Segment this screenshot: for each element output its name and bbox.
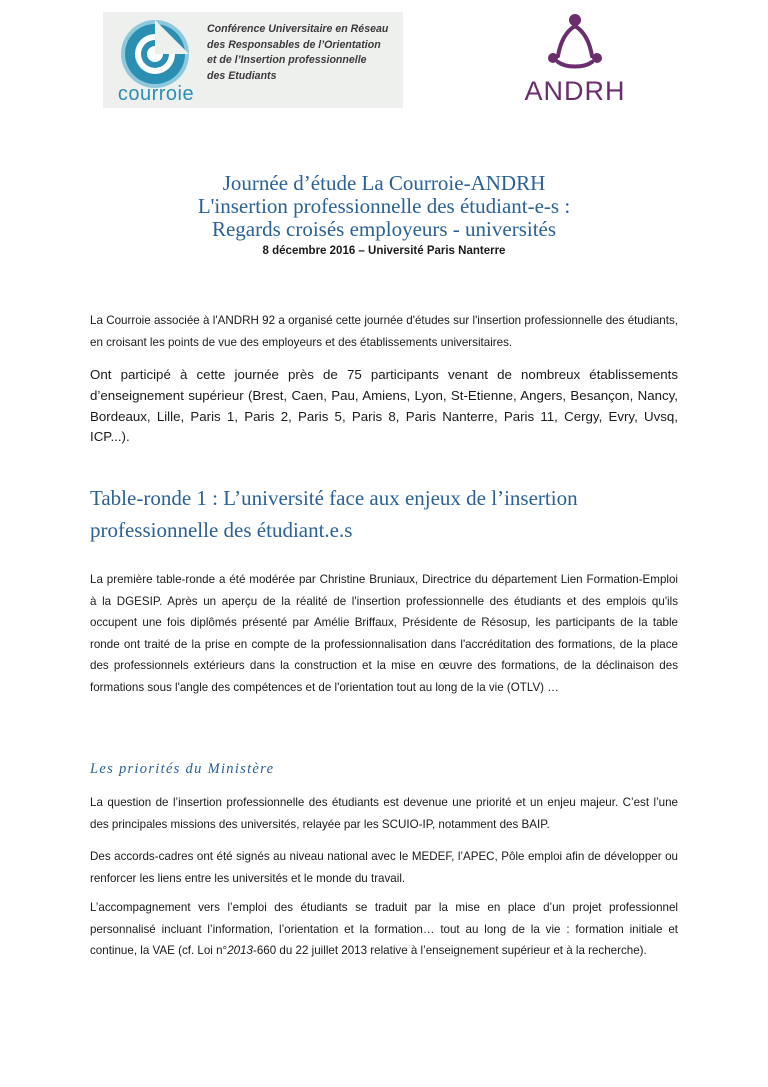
tagline-line: des Responsables de l’Orientation <box>207 38 381 51</box>
subsection-heading: Les priorités du Ministère <box>90 761 275 777</box>
tagline-line: Conférence Universitaire en Réseau <box>207 23 389 35</box>
event-date: 8 décembre 2016 – Université Paris Nanterre <box>262 245 506 257</box>
courroie-logo <box>103 12 403 108</box>
subsection-paragraph-2: Des accords-cadres ont été signés au niveau national avec le MEDEF, l’APEC, Pôle emploi afin de développer ou renforcer les liens entre les universités et le monde du travail. <box>90 850 678 885</box>
tagline-line: et de l’Insertion professionnelle <box>207 54 367 67</box>
courroie-logo-text: courroie <box>117 83 195 105</box>
subsection-paragraph-3 <box>90 897 678 962</box>
title-line-2: L'insertion professionnelle des étudiant-e-s : <box>197 194 571 218</box>
tagline-line: des Etudiants <box>207 69 277 82</box>
title-line-3: Regards croisés employeurs - universités <box>211 217 557 241</box>
subsection-paragraph-1: La question de l’insertion professionnelle des étudiants est devenue une priorité et un enjeu majeur. C’est l’une des principales missions des universités, relayée par les SCUIO-IP, notamment des BAIP. <box>90 796 678 831</box>
andrh-logo-text: ANDRH <box>524 76 626 106</box>
law-year: 2013 <box>227 944 253 958</box>
paragraph-text: -660 du 22 juillet 2013 relative à l’enseignement supérieur et à la recherche). <box>252 944 647 958</box>
section-heading-line-1: Table-ronde 1 : L’université face aux enjeux de l’insertion <box>90 486 578 510</box>
paragraph-text: L’accompagnement vers l’emploi des étudiants se traduit par la mise en place d’un projet professionnel personnalisé incluant l’information, l’orientation et la formation… tout au long de la vie : formation initiale et continue, la VAE (cf. Loi n° <box>90 901 678 958</box>
intro-paragraph-2: Ont participé à cette journée près de 75 participants venant de nombreux établissements d’enseignement supérieur (Brest, Caen, Pau, Amiens, Lyon, St-Etienne, Angers, Besançon, Nancy, Bordeaux, Lille, Paris 1, Paris 2, Paris 5, Paris 8, Paris Nanterre, Paris 11, Cergy, Evry, Uvsq, ICP...). <box>90 367 678 445</box>
section-heading-line-2: professionnelle des étudiant.e.s <box>90 518 353 542</box>
document-title <box>90 172 678 257</box>
section-heading <box>90 482 678 546</box>
courroie-tagline <box>207 22 401 84</box>
andrh-emblem-icon <box>520 10 630 76</box>
intro-paragraph-1: La Courroie associée à l'ANDRH 92 a organisé cette journée d'études sur l'insertion professionnelle des étudiants, en croisant les points de vue des employeurs et des établissements universitaires. <box>90 314 678 349</box>
section-paragraph: La première table-ronde a été modérée par Christine Bruniaux, Directrice du département Lien Formation-Emploi à la DGESIP. Après un aperçu de la réalité de l'insertion professionnelle des étudiants et des emplois qu'ils occupent une fois diplômés présenté par Amélie Briffaux, Présidente de Résosup, les participants de la table ronde ont traité de la prise en compte de la professionnalisation dans l'accréditation des formations, de la place des professionnels extérieurs dans la construction et la mise en œuvre des formations, de la déclinaison des formations sous l'angle des compétences et de l'orientation tout au long de la vie (OTLV) … <box>90 573 678 694</box>
title-line-1: Journée d’étude La Courroie-ANDRH <box>222 171 546 195</box>
andrh-logo <box>520 10 630 106</box>
